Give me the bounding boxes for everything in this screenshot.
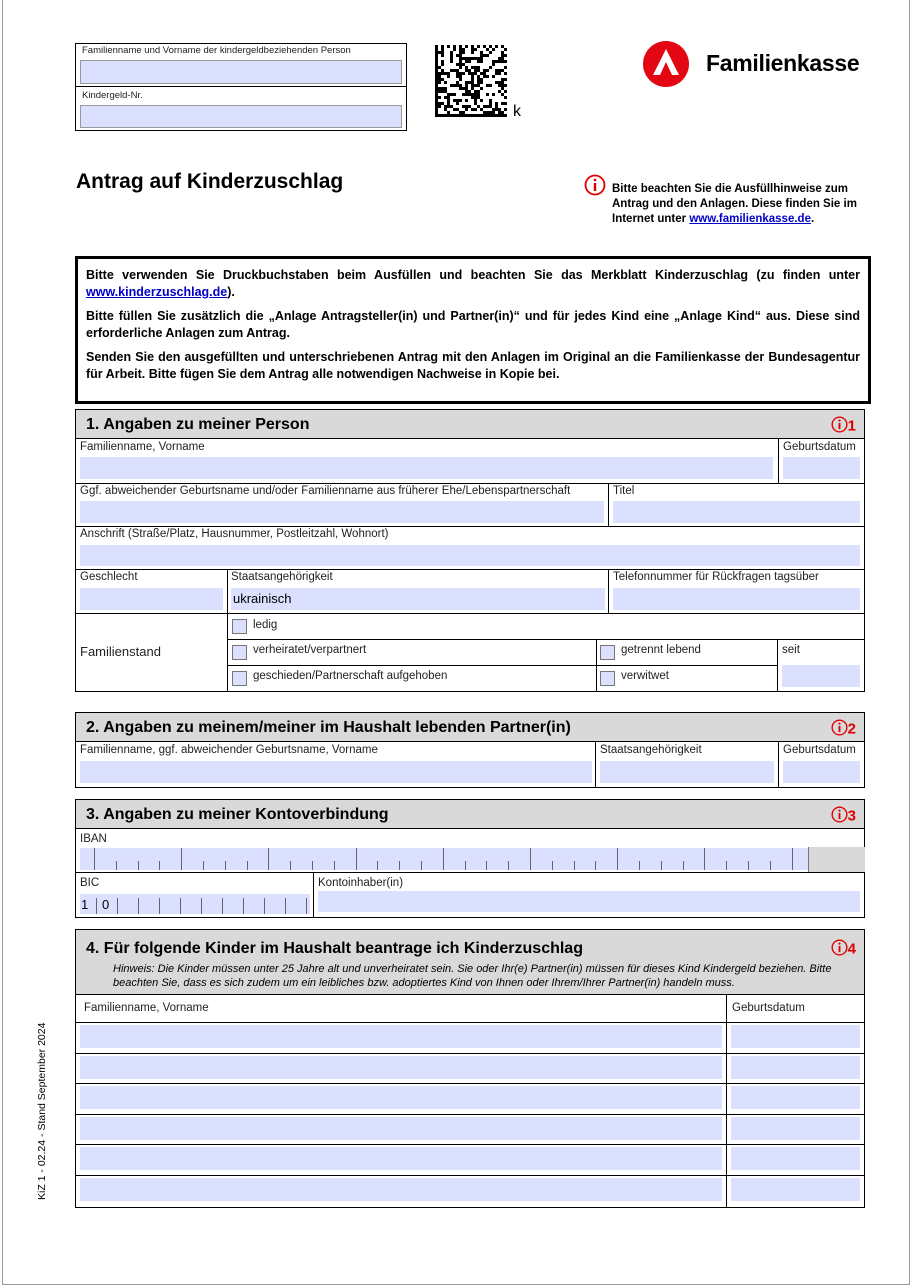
- section-1: [75, 409, 865, 692]
- s1-name-input[interactable]: [80, 457, 773, 479]
- s4-dob-label: Geburtsdatum: [732, 1002, 805, 1014]
- s1-phone-input[interactable]: [613, 588, 860, 610]
- section-4-info[interactable]: 4: [831, 939, 856, 960]
- s2-name-label: Familienname, ggf. abweichender Geburtsname, Vorname: [80, 744, 378, 756]
- notice-box: [75, 256, 871, 404]
- applicant-name-input[interactable]: [80, 60, 402, 84]
- section-4-header: [76, 930, 864, 995]
- logo-text: Familienkasse: [706, 50, 860, 76]
- kid-name-input[interactable]: [80, 1147, 722, 1170]
- section-2-info[interactable]: 2: [831, 719, 856, 740]
- hint-text: Bitte beachten Sie die Ausfüllhinweise zum Antrag und den Anlagen. Diese finden Sie im Internet unter www.familienkasse.de.: [612, 183, 857, 225]
- s1-status-label: Familienstand: [80, 644, 161, 659]
- info-icon: [831, 806, 848, 827]
- info-icon: [831, 416, 848, 437]
- getrennt-label: getrennt lebend: [621, 644, 701, 656]
- s1-titel-label: Titel: [613, 485, 635, 497]
- section-3-header: [76, 800, 864, 829]
- info-icon: [584, 174, 606, 196]
- section-2-header: [76, 713, 864, 742]
- s2-name-input[interactable]: [80, 761, 592, 783]
- notice-p1: Bitte verwenden Sie Druckbuchstaben beim Ausfüllen und beachten Sie das Merkblatt Kinderzuschlag (zu finden unter www.kinderzuschlag.de).: [86, 268, 860, 299]
- familienkasse-link[interactable]: www.familienkasse.de: [689, 213, 811, 225]
- bic-input[interactable]: [80, 894, 310, 914]
- kid-dob-input[interactable]: [731, 1178, 860, 1201]
- kid-name-input[interactable]: [80, 1178, 722, 1201]
- s1-gender-input[interactable]: [80, 588, 223, 610]
- section-3-info[interactable]: 3: [831, 806, 856, 827]
- applicant-name-label: Familienname und Vorname der kindergeldbeziehenden Person: [82, 45, 351, 56]
- s1-phone-label: Telefonnummer für Rückfragen tagsüber: [613, 571, 819, 583]
- datamatrix-code: [435, 45, 507, 117]
- kid-name-input[interactable]: [80, 1025, 722, 1048]
- kindergeld-nr-label: Kindergeld-Nr.: [82, 90, 143, 101]
- section-4: [75, 929, 865, 1208]
- applicant-box: [75, 43, 407, 131]
- s1-nationality-label: Staatsangehörigkeit: [231, 571, 333, 583]
- kindergeld-nr-input[interactable]: [80, 105, 402, 128]
- form-version: KiZ 1 - 02.24 - Stand September 2024: [36, 1022, 48, 1200]
- s1-birthname-label: Ggf. abweichender Geburtsname und/oder Familienname aus früherer Ehe/Lebenspartnerschaft: [80, 485, 571, 497]
- s4-name-label: Familienname, Vorname: [84, 1002, 209, 1014]
- kid-dob-input[interactable]: [731, 1147, 860, 1170]
- kid-name-input[interactable]: [80, 1056, 722, 1079]
- seit-input[interactable]: [782, 665, 860, 687]
- kid-dob-input[interactable]: [731, 1086, 860, 1109]
- info-icon: [831, 939, 848, 960]
- bic-digit-2: 0: [102, 897, 110, 912]
- verwitwet-checkbox[interactable]: [600, 671, 615, 686]
- s2-dob-input[interactable]: [783, 761, 860, 783]
- kid-dob-input[interactable]: [731, 1117, 860, 1140]
- iban-label: IBAN: [80, 833, 107, 845]
- ledig-checkbox[interactable]: [232, 619, 247, 634]
- verheiratet-checkbox[interactable]: [232, 645, 247, 660]
- section-4-hint: Hinweis: Die Kinder müssen unter 25 Jahre alt und unverheiratet sein. Sie oder Ihr(e) Partner(in) müssen für dieses Kind Kindergeld beziehen. Bitte beachten Sie, dass es sich zudem um ein leibliches bzw. adoptiertes Kind von Ihnen oder Ihrem/Ihrer Partner(in) handeln muss.: [113, 963, 832, 989]
- section-2: [75, 712, 865, 788]
- bic-digit-1: 1: [81, 897, 89, 912]
- s1-nationality-value: ukrainisch: [233, 591, 292, 606]
- section-3: [75, 799, 865, 918]
- section-1-header: [76, 410, 864, 439]
- iban-filler: [808, 847, 865, 872]
- s2-dob-label: Geburtsdatum: [783, 744, 856, 756]
- info-icon: [831, 719, 848, 740]
- notice-p2: Bitte füllen Sie zusätzlich die „Anlage Antragsteller(in) und Partner(in)“ und für jedes Kind eine „Anlage Kind“ aus. Diese sind erforderliche Anlagen zum Antrag.: [86, 309, 860, 340]
- bic-label: BIC: [80, 877, 100, 889]
- section-4-title: 4. Für folgende Kinder im Haushalt beantrage ich Kinderzuschlag: [86, 940, 583, 957]
- verwitwet-label: verwitwet: [621, 670, 669, 682]
- iban-input[interactable]: [80, 848, 808, 870]
- ledig-label: ledig: [253, 619, 278, 631]
- kid-dob-input[interactable]: [731, 1025, 860, 1048]
- getrennt-checkbox[interactable]: [600, 645, 615, 660]
- s1-gender-label: Geschlecht: [80, 571, 138, 583]
- section-1-info[interactable]: 1: [831, 416, 856, 437]
- kid-name-input[interactable]: [80, 1117, 722, 1140]
- s1-birthname-input[interactable]: [80, 501, 604, 523]
- holder-input[interactable]: [318, 891, 860, 912]
- s1-name-label: Familienname, Vorname: [80, 441, 205, 453]
- s1-nationality-input[interactable]: [231, 588, 605, 610]
- geschieden-label: geschieden/Partnerschaft aufgehoben: [253, 670, 448, 682]
- geschieden-checkbox[interactable]: [232, 671, 247, 686]
- s1-titel-input[interactable]: [613, 501, 860, 523]
- s2-nationality-label: Staatsangehörigkeit: [600, 744, 702, 756]
- holder-label: Kontoinhaber(in): [318, 877, 404, 889]
- kid-dob-input[interactable]: [731, 1056, 860, 1079]
- s1-dob-input[interactable]: [783, 457, 860, 479]
- section-2-title: 2. Angaben zu meinem/meiner im Haushalt lebenden Partner(in): [86, 719, 571, 736]
- seit-label: seit: [782, 644, 800, 656]
- barcode-suffix: k: [513, 103, 521, 120]
- s1-address-input[interactable]: [80, 545, 860, 566]
- kid-name-input[interactable]: [80, 1086, 722, 1109]
- verheiratet-label: verheiratet/verpartnert: [253, 644, 367, 656]
- notice-p3: Senden Sie den ausgefüllten und unterschriebenen Antrag mit den Anlagen im Original an die Familienkasse der Bundesagentur für Arbeit. Bitte fügen Sie dem Antrag alle notwendigen Nachweise in Kopie bei.: [86, 350, 860, 381]
- section-3-title: 3. Angaben zu meiner Kontoverbindung: [86, 806, 389, 823]
- page-title: Antrag auf Kinderzuschlag: [76, 170, 344, 193]
- s1-address-label: Anschrift (Straße/Platz, Hausnummer, Postleitzahl, Wohnort): [80, 528, 389, 540]
- kinderzuschlag-link[interactable]: www.kinderzuschlag.de: [86, 285, 228, 299]
- section-1-title: 1. Angaben zu meiner Person: [86, 416, 310, 433]
- s2-nationality-input[interactable]: [600, 761, 774, 783]
- s1-dob-label: Geburtsdatum: [783, 441, 856, 453]
- logo-icon: [643, 41, 689, 87]
